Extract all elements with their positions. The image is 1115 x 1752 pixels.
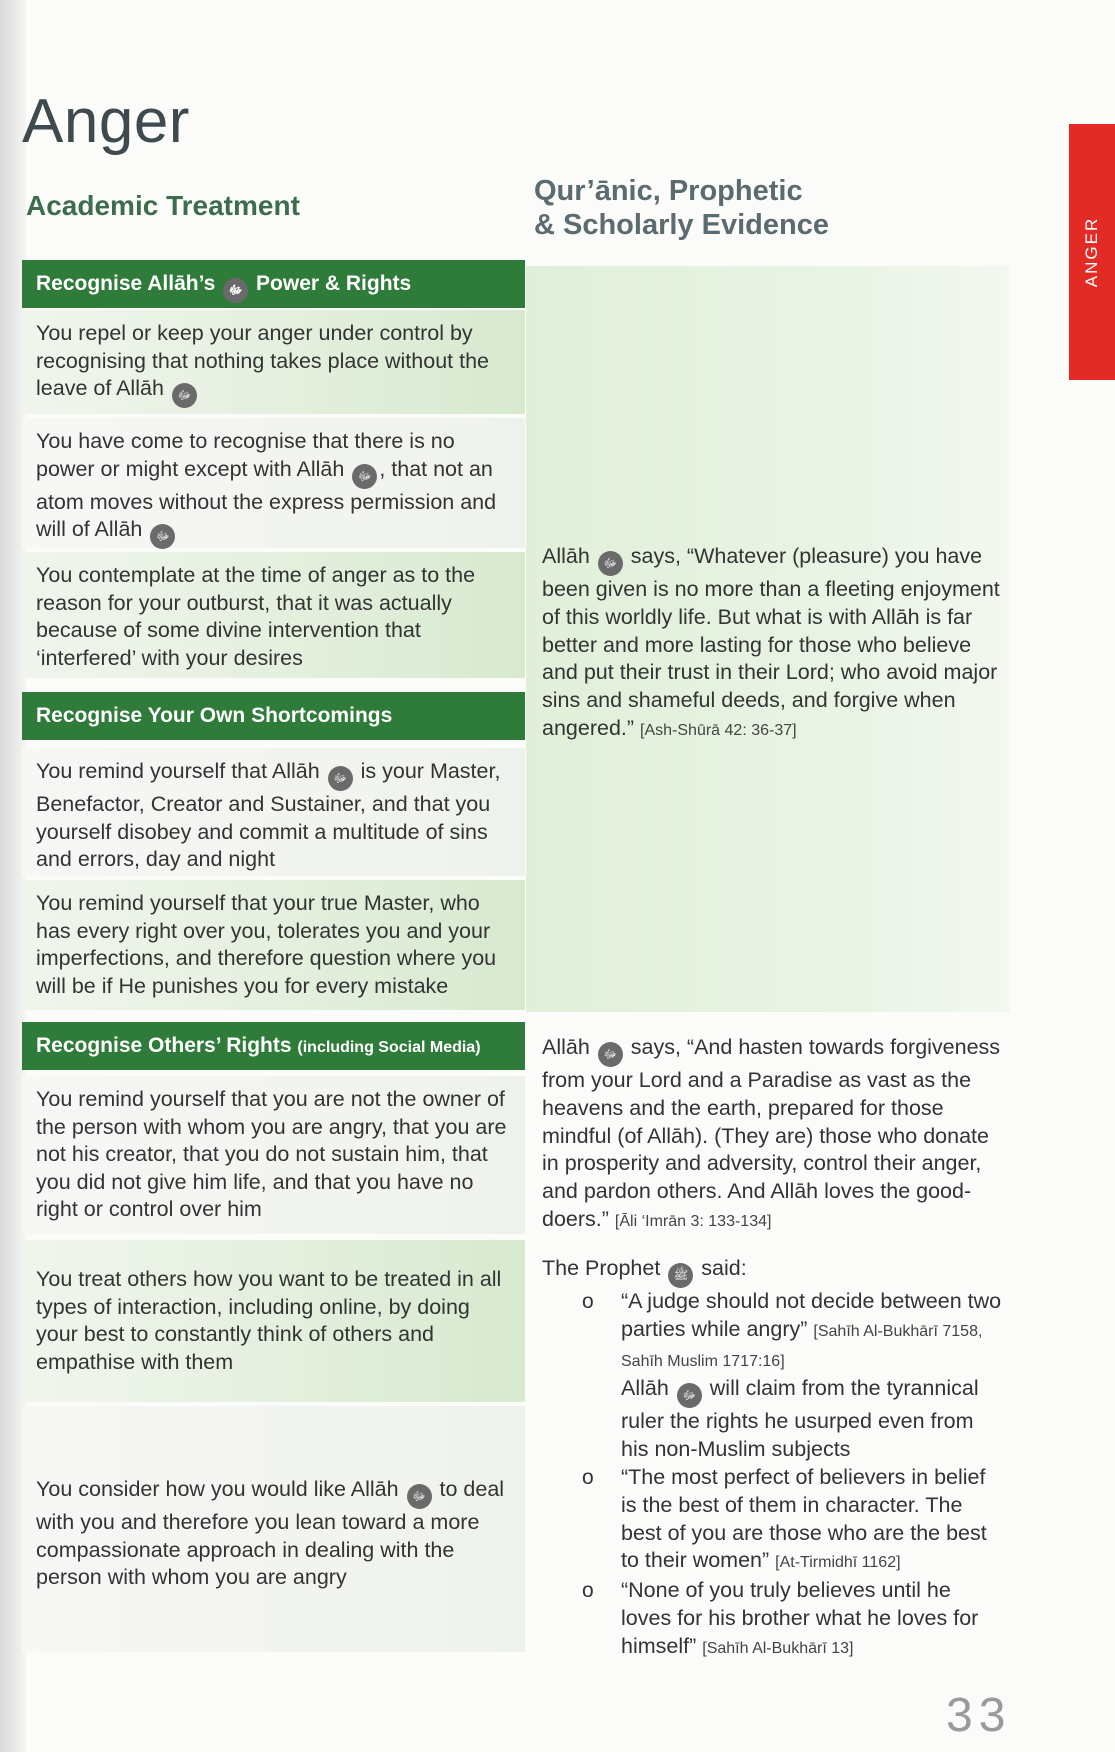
hadith-text: “None of you truly believes until he loves for his brother what he loves for himself”: [621, 1578, 979, 1658]
honorific-icon: ﷻ: [598, 1042, 623, 1067]
evidence-speaker: Allāh: [542, 544, 590, 568]
page-title: Anger: [22, 87, 190, 156]
evidence-reference: [Āli ‘Imrān 3: 133-134]: [614, 1212, 772, 1230]
treatment-text: You consider how you would like Allāh: [36, 1477, 399, 1501]
section-header-text: Recognise Others’ Rights: [36, 1034, 292, 1057]
treatment-card: [22, 418, 525, 548]
evidence-heading-line1: Qur’ānic, Prophetic: [534, 175, 803, 207]
evidence-speaker: Allāh: [542, 1035, 590, 1059]
hadith-text: “The most perfect of believers in belief is the best of them in character. The best of you are those who are the best to their women”: [621, 1464, 987, 1573]
section-header-subtext: (including Social Media): [297, 1039, 481, 1056]
treatment-text: is your Master, Benefactor, Creator and Sustainer, and that you yourself disobey and commit a multitude of sins and errors, day and night: [36, 759, 501, 871]
honorific-icon: ﷻ: [328, 766, 353, 791]
chapter-side-tab: [1069, 124, 1115, 380]
honorific-icon: ﷻ: [352, 464, 377, 489]
section-header-text: Power & Rights: [256, 272, 412, 295]
quran-evidence-ali-imran: [542, 1034, 1002, 1236]
hadith-reference: [Sahīh Al-Bukhārī 13]: [702, 1639, 854, 1657]
section-header-text: Recognise Allāh’s: [36, 272, 216, 295]
prophetic-evidence: [542, 1255, 1002, 1663]
prophet-salutation-icon: ﷺ: [668, 1263, 693, 1288]
evidence-heading: [534, 174, 829, 242]
hadith-note: [621, 1375, 1002, 1464]
prophet-said-text: said:: [701, 1256, 747, 1280]
hadith-text: “A judge should not decide between two parties while angry”: [621, 1289, 1002, 1341]
chapter-side-tab-label: ANGER: [1082, 216, 1101, 288]
treatment-text: You treat others how you want to be treated in all types of interaction, including online, by doing your best to constantly think of others and empathise with them: [36, 1267, 502, 1374]
prophet-intro: [542, 1255, 1002, 1288]
hadith-item: [542, 1577, 1002, 1662]
section-header-others-rights: [22, 1022, 525, 1070]
hadith-bullet: o: [582, 1579, 594, 1603]
treatment-text: You repel or keep your anger under control by recognising that nothing takes place without the leave of Allāh: [36, 321, 489, 400]
treatment-text: You remind yourself that you are not the owner of the person with whom you are angry, that you are not his creator, that you do not sustain him, that you did not give him life, and that you have no right or control over him: [36, 1087, 507, 1221]
prophet-intro-text: The Prophet: [542, 1256, 661, 1280]
treatment-text: You remind yourself that your true Master, who has every right over you, tolerates you and your imperfections, and therefore question where you will be if He punishes you for every mistake: [36, 891, 497, 998]
treatment-text: to deal with you and therefore you lean toward a more compassionate approach in dealing with the person with whom you are angry: [36, 1477, 505, 1589]
hadith-note-text: will claim from the tyrannical ruler the rights he usurped even from his non-Muslim subjects: [621, 1376, 979, 1462]
treatment-text: You have come to recognise that there is no power or might except with Allāh: [36, 429, 455, 481]
honorific-icon: ﷻ: [598, 551, 623, 576]
honorific-icon: ﷻ: [677, 1383, 702, 1408]
page-number: 33: [946, 1689, 1012, 1742]
quran-evidence-shura: [542, 543, 1002, 745]
treatment-card: [22, 1240, 525, 1402]
hadith-bullet: o: [582, 1465, 594, 1489]
honorific-icon: ﷻ: [150, 524, 175, 549]
treatment-card: [22, 748, 525, 876]
treatment-card: [22, 1406, 525, 1652]
hadith-reference: [Sahīh Al-Bukhārī 7158, Sahīh Muslim 1717:16]: [621, 1322, 983, 1370]
hadith-note-speaker: Allāh: [621, 1376, 669, 1401]
evidence-text: says, “And hasten towards forgiveness from your Lord and a Paradise as vast as the heavens and the earth, prepared for those mindful (of Allāh). (They are) those who donate in prosperity and adversity, control their anger, and pardon others. And Allāh loves the good-doers.”: [542, 1035, 1001, 1231]
treatment-card: [22, 1076, 525, 1234]
evidence-heading-line2: & Scholarly Evidence: [534, 209, 829, 241]
hadith-item: [542, 1288, 1002, 1464]
evidence-reference: [Ash-Shūrā 42: 36-37]: [640, 721, 797, 739]
hadith-bullet: o: [582, 1290, 594, 1313]
honorific-icon: ﷻ: [172, 383, 197, 408]
hadith-item: [542, 1464, 1002, 1577]
hadith-reference: [At-Tirmidhī 1162]: [775, 1554, 901, 1572]
academic-treatment-heading: Academic Treatment: [26, 190, 300, 221]
section-header-allah-power-rights: [22, 260, 525, 308]
honorific-icon: ﷻ: [223, 278, 248, 303]
treatment-card: [22, 552, 525, 678]
evidence-text: says, “Whatever (pleasure) you have been given is no more than a fleeting enjoyment of this worldly life. But what is with Allāh is far better and more lasting for those who believe and put their trust in their Lord; who avoid major sins and shameful deeds, and forgive when angered.”: [542, 544, 1000, 740]
treatment-card: [22, 310, 525, 414]
treatment-text: , that not an atom moves without the express permission and will of Allāh: [36, 456, 497, 541]
treatment-text: You contemplate at the time of anger as to the reason for your outburst, that it was actually because of some divine intervention that ‘interfered’ with your desires: [36, 563, 476, 670]
section-header-own-shortcomings: Recognise Your Own Shortcomings: [22, 692, 525, 740]
treatment-card: [22, 880, 525, 1010]
hadith-list: [542, 1288, 1002, 1663]
honorific-icon: ﷻ: [407, 1484, 432, 1509]
treatment-text: You remind yourself that Allāh: [36, 759, 320, 783]
